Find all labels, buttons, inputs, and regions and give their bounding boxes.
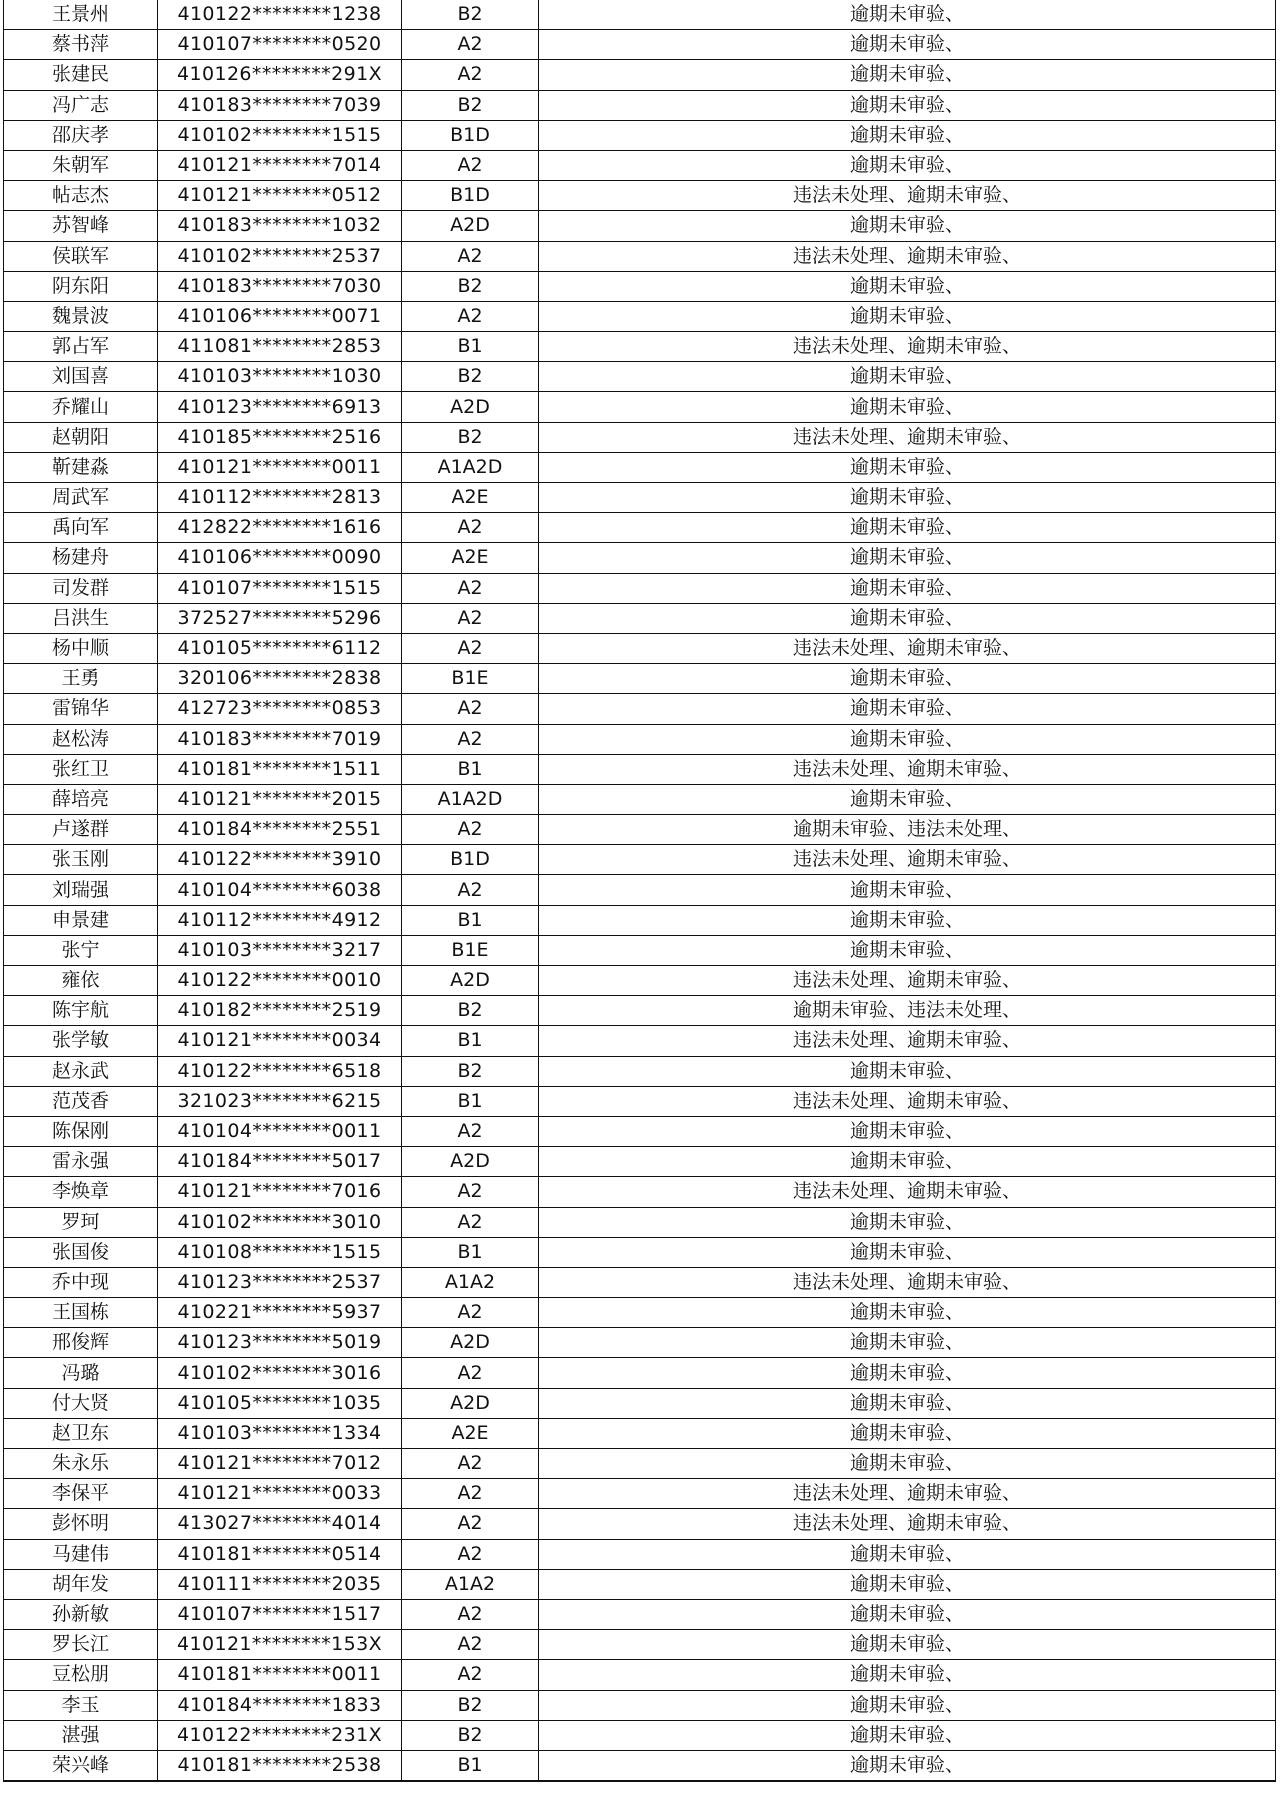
- license-class-cell: A2D: [402, 1388, 539, 1418]
- id-number-cell: 410122********0010: [158, 966, 402, 996]
- id-number-cell: 410102********3010: [158, 1207, 402, 1237]
- status-cell: 逾期未审验、: [539, 1660, 1276, 1690]
- status-cell: 逾期未审验、: [539, 271, 1276, 301]
- license-class-cell: A2: [402, 1509, 539, 1539]
- status-cell: 逾期未审验、: [539, 1630, 1276, 1660]
- table-row: [4, 784, 1276, 814]
- driver-name-cell: 禹向军: [4, 513, 158, 543]
- driver-name-cell: 王国栋: [4, 1298, 158, 1328]
- license-roster-table: [3, 0, 1276, 1782]
- status-cell: 逾期未审验、: [539, 1569, 1276, 1599]
- license-class-cell: B1D: [402, 181, 539, 211]
- license-class-cell: A2: [402, 60, 539, 90]
- id-number-cell: 410105********1035: [158, 1388, 402, 1418]
- license-class-cell: A2: [402, 1177, 539, 1207]
- table-row: [4, 845, 1276, 875]
- status-cell: 逾期未审验、: [539, 724, 1276, 754]
- table-row: [4, 1569, 1276, 1599]
- license-class-cell: A2: [402, 1298, 539, 1328]
- table-row: [4, 301, 1276, 331]
- status-cell: 逾期未审验、: [539, 0, 1276, 30]
- id-number-cell: 410123********5019: [158, 1328, 402, 1358]
- license-class-cell: B2: [402, 90, 539, 120]
- status-cell: 逾期未审验、: [539, 211, 1276, 241]
- license-class-cell: B1: [402, 754, 539, 784]
- status-cell: 逾期未审验、: [539, 1690, 1276, 1720]
- driver-name-cell: 司发群: [4, 573, 158, 603]
- table-row: [4, 1418, 1276, 1448]
- license-class-cell: A2: [402, 30, 539, 60]
- id-number-cell: 410183********7030: [158, 271, 402, 301]
- id-number-cell: 412822********1616: [158, 513, 402, 543]
- status-cell: 逾期未审验、: [539, 90, 1276, 120]
- status-cell: 违法未处理、逾期未审验、: [539, 422, 1276, 452]
- id-number-cell: 410126********291X: [158, 60, 402, 90]
- id-number-cell: 410112********2813: [158, 483, 402, 513]
- table-row: [4, 452, 1276, 482]
- id-number-cell: 410122********3910: [158, 845, 402, 875]
- status-cell: 逾期未审验、: [539, 513, 1276, 543]
- table-row: [4, 1720, 1276, 1750]
- driver-name-cell: 张学敏: [4, 1026, 158, 1056]
- table-row: [4, 150, 1276, 180]
- id-number-cell: 410122********231X: [158, 1720, 402, 1750]
- id-number-cell: 321023********6215: [158, 1086, 402, 1116]
- table-row: [4, 1177, 1276, 1207]
- id-number-cell: 372527********5296: [158, 603, 402, 633]
- id-number-cell: 410108********1515: [158, 1237, 402, 1267]
- driver-name-cell: 魏景波: [4, 301, 158, 331]
- id-number-cell: 410181********0011: [158, 1660, 402, 1690]
- driver-name-cell: 苏智峰: [4, 211, 158, 241]
- driver-name-cell: 豆松朋: [4, 1660, 158, 1690]
- table-row: [4, 1147, 1276, 1177]
- driver-name-cell: 张玉刚: [4, 845, 158, 875]
- table-row: [4, 332, 1276, 362]
- table-row: [4, 815, 1276, 845]
- id-number-cell: 410121********153X: [158, 1630, 402, 1660]
- id-number-cell: 410184********5017: [158, 1147, 402, 1177]
- table-row: [4, 271, 1276, 301]
- id-number-cell: 410184********1833: [158, 1690, 402, 1720]
- license-class-cell: A2: [402, 241, 539, 271]
- status-cell: 逾期未审验、: [539, 150, 1276, 180]
- driver-name-cell: 张建民: [4, 60, 158, 90]
- driver-name-cell: 陈宇航: [4, 996, 158, 1026]
- status-cell: 违法未处理、逾期未审验、: [539, 1086, 1276, 1116]
- status-cell: 逾期未审验、: [539, 1388, 1276, 1418]
- table-row: [4, 573, 1276, 603]
- id-number-cell: 413027********4014: [158, 1509, 402, 1539]
- driver-name-cell: 申景建: [4, 905, 158, 935]
- license-class-cell: A1A2D: [402, 452, 539, 482]
- driver-name-cell: 乔中现: [4, 1267, 158, 1297]
- license-class-cell: A2D: [402, 211, 539, 241]
- table-row: [4, 875, 1276, 905]
- driver-name-cell: 吕洪生: [4, 603, 158, 633]
- license-class-cell: B1: [402, 1237, 539, 1267]
- license-class-cell: A2: [402, 1539, 539, 1569]
- id-number-cell: 410182********2519: [158, 996, 402, 1026]
- license-class-cell: B2: [402, 362, 539, 392]
- license-class-cell: A2E: [402, 543, 539, 573]
- status-cell: 逾期未审验、: [539, 452, 1276, 482]
- license-class-cell: A2D: [402, 966, 539, 996]
- id-number-cell: 411081********2853: [158, 332, 402, 362]
- status-cell: 逾期未审验、: [539, 784, 1276, 814]
- status-cell: 逾期未审验、: [539, 60, 1276, 90]
- table-row: [4, 1599, 1276, 1629]
- status-cell: 逾期未审验、: [539, 1237, 1276, 1267]
- status-cell: 逾期未审验、: [539, 392, 1276, 422]
- status-cell: 违法未处理、逾期未审验、: [539, 181, 1276, 211]
- table-row: [4, 90, 1276, 120]
- table-row: [4, 1056, 1276, 1086]
- table-row: [4, 1086, 1276, 1116]
- driver-name-cell: 朱永乐: [4, 1449, 158, 1479]
- table-row: [4, 664, 1276, 694]
- status-cell: 逾期未审验、: [539, 1207, 1276, 1237]
- license-class-cell: A2: [402, 815, 539, 845]
- status-cell: 逾期未审验、: [539, 935, 1276, 965]
- id-number-cell: 410221********5937: [158, 1298, 402, 1328]
- license-class-cell: A2: [402, 1116, 539, 1146]
- table-row: [4, 966, 1276, 996]
- status-cell: 逾期未审验、: [539, 694, 1276, 724]
- license-class-cell: A2: [402, 150, 539, 180]
- driver-name-cell: 赵卫东: [4, 1418, 158, 1448]
- table-row: [4, 0, 1276, 30]
- id-number-cell: 410107********1515: [158, 573, 402, 603]
- status-cell: 逾期未审验、: [539, 905, 1276, 935]
- id-number-cell: 410103********1030: [158, 362, 402, 392]
- status-cell: 逾期未审验、: [539, 875, 1276, 905]
- id-number-cell: 410106********0071: [158, 301, 402, 331]
- status-cell: 逾期未审验、: [539, 664, 1276, 694]
- status-cell: 逾期未审验、: [539, 30, 1276, 60]
- id-number-cell: 410184********2551: [158, 815, 402, 845]
- driver-name-cell: 刘瑞强: [4, 875, 158, 905]
- driver-name-cell: 罗长江: [4, 1630, 158, 1660]
- status-cell: 逾期未审验、: [539, 1720, 1276, 1750]
- driver-name-cell: 邵庆孝: [4, 120, 158, 150]
- status-cell: 违法未处理、逾期未审验、: [539, 966, 1276, 996]
- table-row: [4, 1690, 1276, 1720]
- driver-name-cell: 赵永武: [4, 1056, 158, 1086]
- table-row: [4, 392, 1276, 422]
- status-cell: 逾期未审验、: [539, 120, 1276, 150]
- status-cell: 逾期未审验、: [539, 1116, 1276, 1146]
- license-class-cell: A2: [402, 1479, 539, 1509]
- id-number-cell: 320106********2838: [158, 664, 402, 694]
- status-cell: 逾期未审验、: [539, 1599, 1276, 1629]
- id-number-cell: 410121********2015: [158, 784, 402, 814]
- id-number-cell: 410121********0033: [158, 1479, 402, 1509]
- license-class-cell: B1: [402, 905, 539, 935]
- driver-name-cell: 蔡书萍: [4, 30, 158, 60]
- license-roster-sheet: [3, 0, 1275, 1782]
- driver-name-cell: 孙新敏: [4, 1599, 158, 1629]
- driver-name-cell: 薛培亮: [4, 784, 158, 814]
- driver-name-cell: 杨建舟: [4, 543, 158, 573]
- id-number-cell: 410103********3217: [158, 935, 402, 965]
- driver-name-cell: 荣兴峰: [4, 1750, 158, 1781]
- table-row: [4, 211, 1276, 241]
- status-cell: 违法未处理、逾期未审验、: [539, 332, 1276, 362]
- table-row: [4, 905, 1276, 935]
- table-row: [4, 1630, 1276, 1660]
- table-row: [4, 1298, 1276, 1328]
- driver-name-cell: 刘国喜: [4, 362, 158, 392]
- driver-name-cell: 乔耀山: [4, 392, 158, 422]
- license-class-cell: B1E: [402, 664, 539, 694]
- status-cell: 逾期未审验、: [539, 1298, 1276, 1328]
- driver-name-cell: 侯联军: [4, 241, 158, 271]
- id-number-cell: 410121********0011: [158, 452, 402, 482]
- table-row: [4, 483, 1276, 513]
- table-row: [4, 1509, 1276, 1539]
- driver-name-cell: 胡年发: [4, 1569, 158, 1599]
- id-number-cell: 410183********7019: [158, 724, 402, 754]
- license-class-cell: B1: [402, 1086, 539, 1116]
- status-cell: 违法未处理、逾期未审验、: [539, 1177, 1276, 1207]
- status-cell: 违法未处理、逾期未审验、: [539, 1267, 1276, 1297]
- license-class-cell: B1E: [402, 935, 539, 965]
- status-cell: 逾期未审验、: [539, 483, 1276, 513]
- status-cell: 违法未处理、逾期未审验、: [539, 1479, 1276, 1509]
- license-class-cell: A2: [402, 1630, 539, 1660]
- table-row: [4, 1116, 1276, 1146]
- driver-name-cell: 李焕章: [4, 1177, 158, 1207]
- table-row: [4, 181, 1276, 211]
- table-row: [4, 1660, 1276, 1690]
- driver-name-cell: 杨中顺: [4, 633, 158, 663]
- id-number-cell: 412723********0853: [158, 694, 402, 724]
- table-row: [4, 694, 1276, 724]
- license-class-cell: A2: [402, 875, 539, 905]
- table-row: [4, 241, 1276, 271]
- table-row: [4, 30, 1276, 60]
- id-number-cell: 410104********6038: [158, 875, 402, 905]
- table-row: [4, 362, 1276, 392]
- license-class-cell: A2: [402, 1660, 539, 1690]
- license-class-cell: A2E: [402, 1418, 539, 1448]
- license-class-cell: A2D: [402, 392, 539, 422]
- license-class-cell: B2: [402, 0, 539, 30]
- status-cell: 违法未处理、逾期未审验、: [539, 1026, 1276, 1056]
- id-number-cell: 410121********0034: [158, 1026, 402, 1056]
- status-cell: 逾期未审验、: [539, 543, 1276, 573]
- id-number-cell: 410121********7012: [158, 1449, 402, 1479]
- status-cell: 逾期未审验、: [539, 1750, 1276, 1781]
- status-cell: 违法未处理、逾期未审验、: [539, 1509, 1276, 1539]
- status-cell: 逾期未审验、: [539, 603, 1276, 633]
- table-row: [4, 1207, 1276, 1237]
- status-cell: 逾期未审验、: [539, 1358, 1276, 1388]
- id-number-cell: 410107********0520: [158, 30, 402, 60]
- status-cell: 违法未处理、逾期未审验、: [539, 754, 1276, 784]
- id-number-cell: 410105********6112: [158, 633, 402, 663]
- driver-name-cell: 朱朝军: [4, 150, 158, 180]
- table-row: [4, 1449, 1276, 1479]
- id-number-cell: 410103********1334: [158, 1418, 402, 1448]
- driver-name-cell: 彭怀明: [4, 1509, 158, 1539]
- driver-name-cell: 范茂香: [4, 1086, 158, 1116]
- status-cell: 逾期未审验、: [539, 1147, 1276, 1177]
- license-class-cell: A2D: [402, 1328, 539, 1358]
- table-row: [4, 120, 1276, 150]
- status-cell: 逾期未审验、: [539, 1539, 1276, 1569]
- driver-name-cell: 周武军: [4, 483, 158, 513]
- status-cell: 逾期未审验、: [539, 301, 1276, 331]
- license-class-cell: A2D: [402, 1147, 539, 1177]
- driver-name-cell: 张国俊: [4, 1237, 158, 1267]
- driver-name-cell: 湛强: [4, 1720, 158, 1750]
- license-class-cell: B2: [402, 996, 539, 1026]
- table-row: [4, 1267, 1276, 1297]
- table-row: [4, 513, 1276, 543]
- driver-name-cell: 雍依: [4, 966, 158, 996]
- id-number-cell: 410106********0090: [158, 543, 402, 573]
- license-class-cell: A2: [402, 301, 539, 331]
- table-row: [4, 422, 1276, 452]
- license-class-cell: B2: [402, 422, 539, 452]
- id-number-cell: 410121********7016: [158, 1177, 402, 1207]
- driver-name-cell: 马建伟: [4, 1539, 158, 1569]
- id-number-cell: 410123********2537: [158, 1267, 402, 1297]
- id-number-cell: 410102********2537: [158, 241, 402, 271]
- license-class-cell: B1: [402, 1750, 539, 1781]
- driver-name-cell: 付大贤: [4, 1388, 158, 1418]
- license-class-cell: B2: [402, 1056, 539, 1086]
- table-row: [4, 1388, 1276, 1418]
- table-row: [4, 60, 1276, 90]
- license-class-cell: A2: [402, 513, 539, 543]
- license-class-cell: B2: [402, 1690, 539, 1720]
- license-class-cell: B2: [402, 1720, 539, 1750]
- status-cell: 逾期未审验、: [539, 362, 1276, 392]
- id-number-cell: 410181********0514: [158, 1539, 402, 1569]
- license-class-cell: A2: [402, 1599, 539, 1629]
- license-class-cell: B2: [402, 271, 539, 301]
- id-number-cell: 410121********7014: [158, 150, 402, 180]
- status-cell: 逾期未审验、: [539, 573, 1276, 603]
- id-number-cell: 410123********6913: [158, 392, 402, 422]
- table-row: [4, 1237, 1276, 1267]
- driver-name-cell: 冯璐: [4, 1358, 158, 1388]
- license-class-cell: A2: [402, 694, 539, 724]
- id-number-cell: 410112********4912: [158, 905, 402, 935]
- driver-name-cell: 郭占军: [4, 332, 158, 362]
- license-class-cell: B1D: [402, 120, 539, 150]
- id-number-cell: 410107********1517: [158, 1599, 402, 1629]
- table-row: [4, 633, 1276, 663]
- status-cell: 违法未处理、逾期未审验、: [539, 241, 1276, 271]
- id-number-cell: 410185********2516: [158, 422, 402, 452]
- driver-name-cell: 雷永强: [4, 1147, 158, 1177]
- driver-name-cell: 王景州: [4, 0, 158, 30]
- id-number-cell: 410111********2035: [158, 1569, 402, 1599]
- status-cell: 逾期未审验、: [539, 1328, 1276, 1358]
- table-row: [4, 1539, 1276, 1569]
- license-class-cell: A1A2D: [402, 784, 539, 814]
- license-class-cell: A2: [402, 573, 539, 603]
- id-number-cell: 410104********0011: [158, 1116, 402, 1146]
- driver-name-cell: 赵朝阳: [4, 422, 158, 452]
- driver-name-cell: 邢俊辉: [4, 1328, 158, 1358]
- table-row: [4, 543, 1276, 573]
- driver-name-cell: 帖志杰: [4, 181, 158, 211]
- license-class-cell: A2: [402, 1449, 539, 1479]
- table-row: [4, 724, 1276, 754]
- table-row: [4, 754, 1276, 784]
- status-cell: 逾期未审验、违法未处理、: [539, 815, 1276, 845]
- license-class-cell: A2: [402, 724, 539, 754]
- table-row: [4, 935, 1276, 965]
- driver-name-cell: 罗珂: [4, 1207, 158, 1237]
- driver-name-cell: 李保平: [4, 1479, 158, 1509]
- driver-name-cell: 赵松涛: [4, 724, 158, 754]
- license-class-cell: B1: [402, 332, 539, 362]
- roster-body: [4, 0, 1276, 1781]
- table-row: [4, 1026, 1276, 1056]
- status-cell: 逾期未审验、违法未处理、: [539, 996, 1276, 1026]
- id-number-cell: 410183********1032: [158, 211, 402, 241]
- driver-name-cell: 阴东阳: [4, 271, 158, 301]
- id-number-cell: 410102********3016: [158, 1358, 402, 1388]
- status-cell: 违法未处理、逾期未审验、: [539, 845, 1276, 875]
- status-cell: 逾期未审验、: [539, 1418, 1276, 1448]
- driver-name-cell: 李玉: [4, 1690, 158, 1720]
- table-row: [4, 996, 1276, 1026]
- id-number-cell: 410102********1515: [158, 120, 402, 150]
- driver-name-cell: 张宁: [4, 935, 158, 965]
- table-row: [4, 1328, 1276, 1358]
- status-cell: 逾期未审验、: [539, 1449, 1276, 1479]
- license-class-cell: A2E: [402, 483, 539, 513]
- driver-name-cell: 靳建淼: [4, 452, 158, 482]
- license-class-cell: A2: [402, 1358, 539, 1388]
- license-class-cell: A1A2: [402, 1267, 539, 1297]
- id-number-cell: 410122********6518: [158, 1056, 402, 1086]
- license-class-cell: B1D: [402, 845, 539, 875]
- driver-name-cell: 张红卫: [4, 754, 158, 784]
- driver-name-cell: 卢遂群: [4, 815, 158, 845]
- table-row: [4, 1750, 1276, 1781]
- table-row: [4, 603, 1276, 633]
- id-number-cell: 410181********1511: [158, 754, 402, 784]
- id-number-cell: 410121********0512: [158, 181, 402, 211]
- driver-name-cell: 王勇: [4, 664, 158, 694]
- driver-name-cell: 陈保刚: [4, 1116, 158, 1146]
- id-number-cell: 410183********7039: [158, 90, 402, 120]
- license-class-cell: A2: [402, 1207, 539, 1237]
- license-class-cell: A2: [402, 633, 539, 663]
- driver-name-cell: 雷锦华: [4, 694, 158, 724]
- id-number-cell: 410181********2538: [158, 1750, 402, 1781]
- id-number-cell: 410122********1238: [158, 0, 402, 30]
- table-row: [4, 1479, 1276, 1509]
- status-cell: 违法未处理、逾期未审验、: [539, 633, 1276, 663]
- table-row: [4, 1358, 1276, 1388]
- license-class-cell: A2: [402, 603, 539, 633]
- license-class-cell: A1A2: [402, 1569, 539, 1599]
- license-class-cell: B1: [402, 1026, 539, 1056]
- driver-name-cell: 冯广志: [4, 90, 158, 120]
- status-cell: 逾期未审验、: [539, 1056, 1276, 1086]
